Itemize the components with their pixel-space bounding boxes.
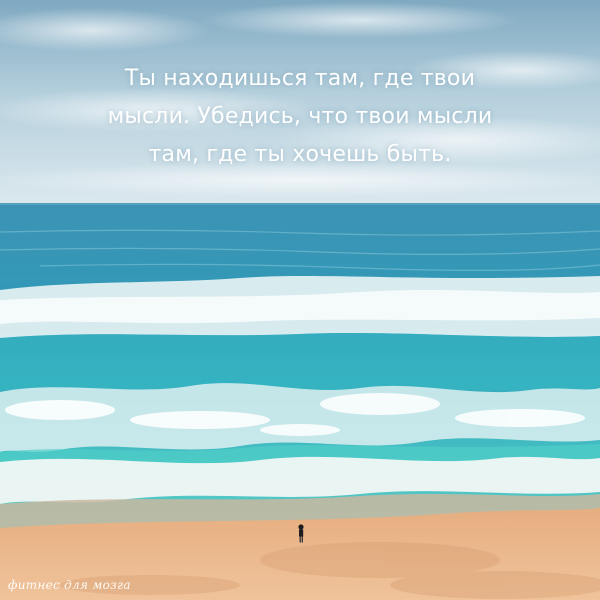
quote-line: там, где ты хочешь быть.	[148, 142, 452, 167]
quote-text	[70, 60, 530, 174]
quote-line: Ты находишься там, где твои	[124, 66, 476, 91]
watermark: фитнес для мозга	[8, 578, 131, 592]
quote-line: мысли. Убедись, что твои мысли	[107, 104, 493, 129]
